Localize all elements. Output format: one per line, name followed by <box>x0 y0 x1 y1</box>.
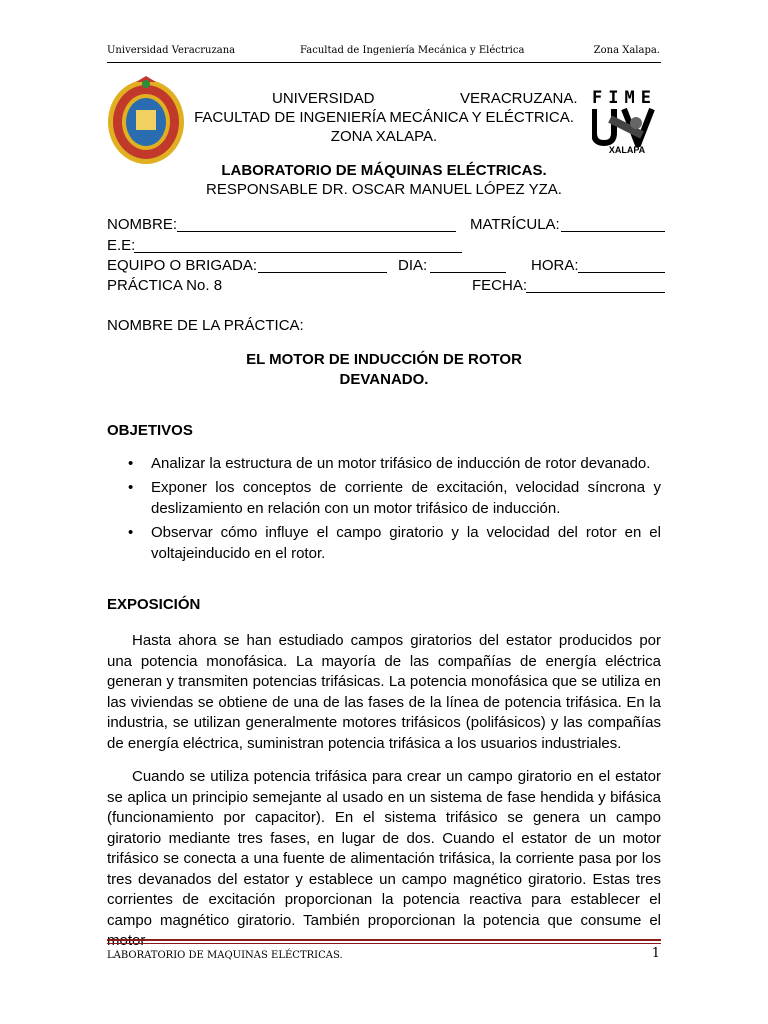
nombre-label: NOMBRE: <box>107 216 178 233</box>
hora-field[interactable] <box>578 258 665 273</box>
header-right: Zona Xalapa. <box>593 45 660 56</box>
matricula-field[interactable] <box>561 217 665 232</box>
practice-title-line1: EL MOTOR DE INDUCCIÓN DE ROTOR <box>246 351 522 368</box>
ee-field[interactable] <box>134 238 462 253</box>
exposicion-heading: EXPOSICIÓN <box>107 596 201 613</box>
dia-label: DIA: <box>398 257 428 274</box>
matricula-label: MATRÍCULA: <box>470 216 560 233</box>
title-faculty: FACULTAD DE INGENIERÍA MECÁNICA Y ELÉCTRICA. <box>194 109 574 126</box>
equipo-label: EQUIPO O BRIGADA: <box>107 257 258 274</box>
fime-logo: FIME XALAPA <box>592 88 657 155</box>
ee-label: E.E: <box>107 237 136 254</box>
responsible-line: RESPONSABLE DR. OSCAR MANUEL LÓPEZ YZA. <box>206 181 562 198</box>
page-number: 1 <box>651 946 660 961</box>
objetivo-item: • Observar cómo influye el campo giratorio y la velocidad del rotor en el voltajeinducido en el rotor. <box>107 522 661 564</box>
nombre-practica-label: NOMBRE DE LA PRÁCTICA: <box>107 317 304 334</box>
objetivos-list <box>107 453 661 567</box>
footer-rule <box>107 939 661 941</box>
dia-field[interactable] <box>430 258 506 273</box>
practice-title-line2: DEVANADO. <box>339 371 429 388</box>
university-seal-logo <box>106 74 186 166</box>
title-university-a: UNIVERSIDAD <box>272 90 375 107</box>
title-university-b: VERACRUZANA. <box>460 90 578 107</box>
practica-number: PRÁCTICA No. 8 <box>107 277 223 294</box>
objetivo-item: • Analizar la estructura de un motor trifásico de inducción de rotor devanado. <box>107 453 661 474</box>
header-center: Facultad de Ingeniería Mecánica y Eléctrica <box>300 45 525 56</box>
exposicion-paragraph-2: Cuando se utiliza potencia trifásica para crear un campo giratorio en el estator se aplica un principio semejante al usado en un sistema de fase hendida y bifásica (funcionamiento por capacitor). En el sistema trifásico se genera un campo giratorio mediante tres fases, en lugar de dos. Cuando el estator de un motor trifásico se conecta a una fuente de alimentación trifásica, la corriente pasa por los tres devanados del estator y establece un campo magnético giratorio. Estas tres corrientes de excitación proporcionan la potencia reactiva para establecer el campo magnético giratorio. También proporcionan la potencia que consume el <box>107 768 661 929</box>
objetivos-heading: OBJETIVOS <box>107 422 193 439</box>
title-zone: ZONA XALAPA. <box>330 128 438 145</box>
footer-left: LABORATORIO DE MAQUINAS ELÉCTRICAS. <box>107 950 343 961</box>
equipo-field[interactable] <box>258 258 387 273</box>
lab-title: LABORATORIO DE MÁQUINAS ELÉCTRICAS. <box>221 162 547 179</box>
exposicion-paragraph-1: Hasta ahora se han estudiado campos giratorios del estator producidos por una potencia monofásica. La mayoría de las compañías de energía eléctrica generan y transmiten potencias trifásicas. La potencia monofásica que se utiliza en las viviendas se obtiene de una de las fases de la línea de potencia trifásica. En la industria, se utilizan generalmente motores trifásicos (polifásicos) y las compañías de energía eléctrica, suministran potencia trifásica a los usuarios industriales. <box>107 632 661 752</box>
nombre-field[interactable] <box>177 217 456 232</box>
fecha-label: FECHA: <box>472 277 528 294</box>
header-rule <box>107 62 661 63</box>
footer-rule-thin <box>107 943 661 944</box>
hora-label: HORA: <box>531 257 579 274</box>
header-left: Universidad Veracruzana <box>107 45 236 56</box>
fecha-field[interactable] <box>526 278 665 293</box>
objetivo-item: • Exponer los conceptos de corriente de excitación, velocidad síncrona y deslizamiento en relación con un motor trifásico de inducción. <box>107 477 661 519</box>
